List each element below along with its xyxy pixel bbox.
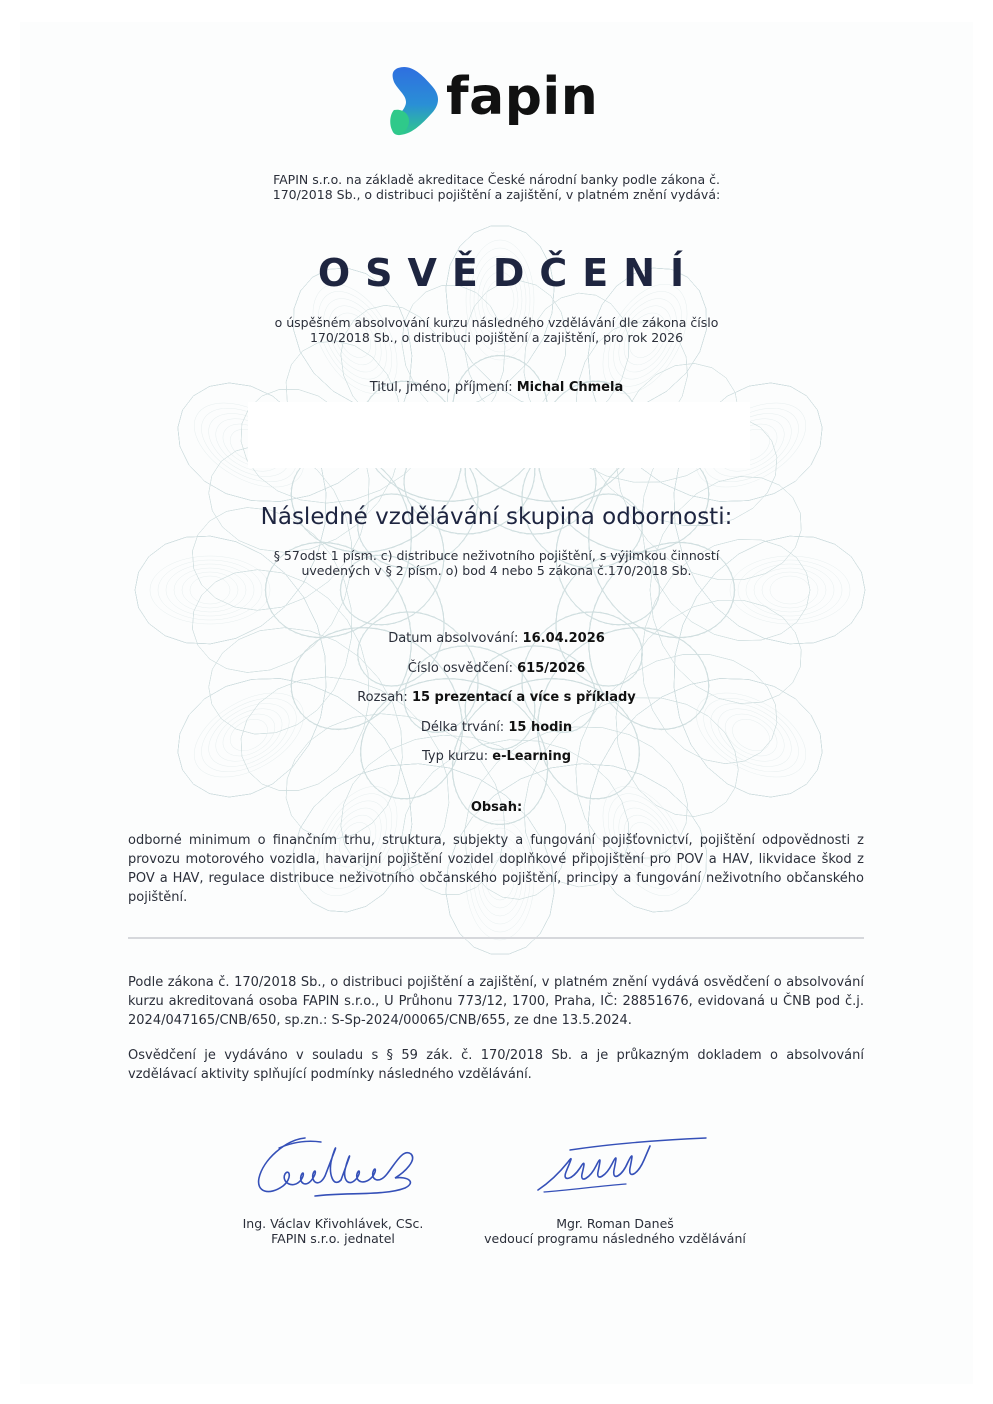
detail-course-type xyxy=(0,749,993,764)
detail-label: Datum absolvování: xyxy=(388,631,519,646)
legal-paragraph-2: Osvědčení je vydáváno v souladu s § 59 zák. č. 170/2018 Sb. a je průkazným dokladem o absolvování vzdělávací aktivity splňující podmínky následného vzdělávání. xyxy=(128,1048,864,1082)
subtitle-line-2: 170/2018 Sb., o distribuci pojištění a zajištění, pro rok 2026 xyxy=(309,330,684,345)
detail-value: 15 prezentací a více s příklady xyxy=(411,690,636,705)
intro-line-2: 170/2018 Sb., o distribuci pojištění a zajištění, v platném znění vydává: xyxy=(272,187,721,202)
group-description xyxy=(0,548,993,578)
signature-2-name: Mgr. Roman Daneš xyxy=(556,1216,674,1231)
detail-certificate-number xyxy=(0,661,993,676)
intro-text xyxy=(0,172,993,202)
legal-paragraph-1: Podle zákona č. 170/2018 Sb., o distribuci pojištění a zajištění, v platném znění vydává osvědčení o absolvování kurzu akreditovaná osoba FAPIN s.r.o., U Průhonu 773/12, 1700, Praha, IČ: 28851676, evidovaná u ČNB pod č.j. 2024/047165/CNB/650, sp.zn.: S-Sp-2024/00065/CNB/655, ze dne 13.5.2024. xyxy=(128,975,864,1028)
detail-label: Délka trvání: xyxy=(420,720,505,735)
certificate-subtitle xyxy=(0,315,993,345)
group-title: Následné vzdělávání skupina odbornosti: xyxy=(260,504,733,530)
detail-value: 15 hodin xyxy=(508,720,573,735)
subtitle-line-1: o úspěšném absolvování kurzu následného vzdělávání dle zákona číslo xyxy=(274,315,719,330)
signature-2-image xyxy=(530,1132,710,1198)
divider xyxy=(128,937,864,939)
detail-label: Rozsah: xyxy=(357,690,408,705)
detail-label: Typ kurzu: xyxy=(421,749,489,764)
detail-value: 16.04.2026 xyxy=(522,631,605,646)
person-name-label: Titul, jméno, příjmení: xyxy=(369,380,513,395)
detail-label: Číslo osvědčení: xyxy=(407,661,513,676)
content-text: odborné minimum o finančním trhu, struktura, subjekty a fungování pojišťovnictví, pojištění odpovědnosti z provozu motorového vozidla, havarijní pojištění vozidel doplňkové připojištění pro POV a HAV, likvidace škod z POV a HAV, regulace distribuce neživotního občanského pojištění, principy a fungování neživotního občanského pojištění. xyxy=(128,833,864,905)
signature-2-caption xyxy=(460,1216,770,1246)
detail-duration xyxy=(0,720,993,735)
group-desc-line-2: uvedených v § 2 písm. o) bod 4 nebo 5 zákona č.170/2018 Sb. xyxy=(301,563,692,578)
signature-1-caption xyxy=(213,1216,453,1246)
signature-2-role: vedoucí programu následného vzdělávání xyxy=(484,1231,746,1246)
signature-1-image xyxy=(245,1130,430,1202)
person-name-value: Michal Chmela xyxy=(516,380,624,395)
certificate-title: OSVĚDČENÍ xyxy=(317,251,700,295)
group-desc-line-1: § 57odst 1 písm. c) distribuce neživotního pojištění, s výjimkou činností xyxy=(273,548,720,563)
intro-line-1: FAPIN s.r.o. na základě akreditace České národní banky podle zákona č. xyxy=(273,172,720,187)
fapin-logo-mark-icon xyxy=(390,64,442,138)
signature-1-name: Ing. Václav Křivohlávek, CSc. xyxy=(242,1216,424,1231)
detail-value: 615/2026 xyxy=(517,661,586,676)
redacted-area xyxy=(248,402,750,468)
content-heading: Obsah: xyxy=(470,800,523,815)
logo-wordmark: fapin xyxy=(446,67,599,127)
detail-date xyxy=(0,631,993,646)
fapin-logo xyxy=(390,64,610,140)
detail-scope xyxy=(0,690,993,705)
signature-1-role: FAPIN s.r.o. jednatel xyxy=(271,1231,395,1246)
person-name-row xyxy=(0,380,993,395)
detail-value: e-Learning xyxy=(492,749,572,764)
